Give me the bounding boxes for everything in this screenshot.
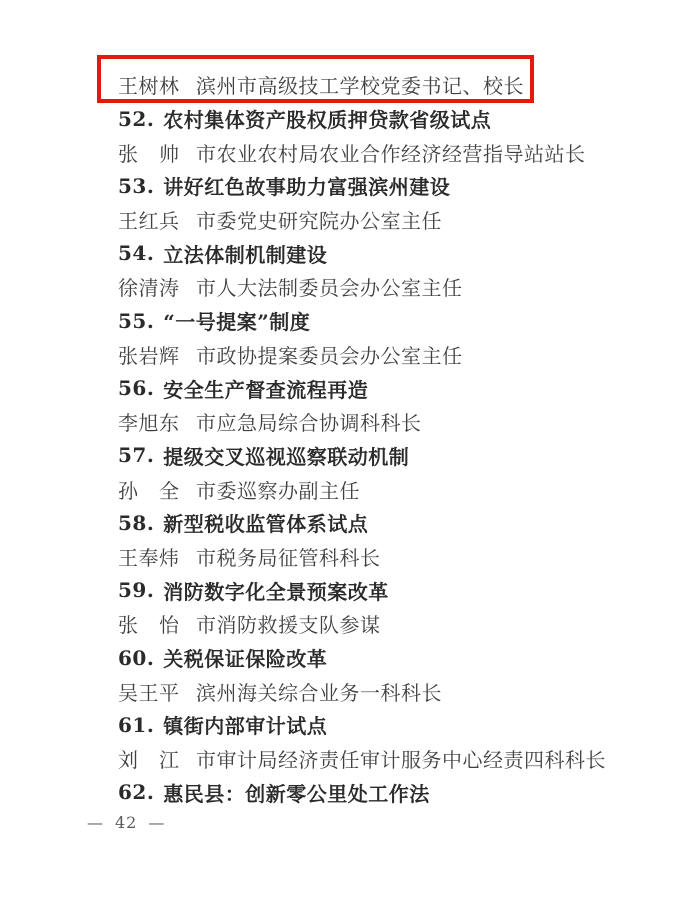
entries-list [118, 68, 618, 809]
project-row [118, 236, 618, 270]
person-name: 王树林 [118, 74, 180, 99]
project-row [118, 304, 618, 338]
project-title: 关税保证保险改革 [163, 647, 328, 672]
person-title: 市人大法制委员会办公室主任 [196, 276, 463, 301]
project-number: 62. [118, 780, 155, 805]
project-title: 镇街内部审计试点 [163, 714, 328, 739]
person-title: 市政协提案委员会办公室主任 [196, 343, 463, 368]
person-row [118, 607, 618, 641]
person-title: 市农业农村局农业合作经济经营指导站站长 [196, 141, 586, 166]
project-row [118, 708, 618, 742]
person-name: 王红兵 [118, 209, 180, 234]
person-title: 市审计局经济责任审计服务中心经责四科科长 [196, 748, 606, 773]
project-row [118, 169, 618, 203]
project-title: 消防数字化全景预案改革 [163, 579, 389, 604]
person-name: 吴王平 [118, 680, 180, 705]
person-name: 张 怡 [118, 613, 180, 638]
person-title: 市委党史研究院办公室主任 [196, 209, 442, 234]
project-row [118, 573, 618, 607]
project-row [118, 102, 618, 136]
project-row [118, 775, 618, 809]
project-title: 农村集体资产股权质押贷款省级试点 [163, 108, 492, 133]
person-name: 王奉炜 [118, 545, 180, 570]
project-number: 54. [118, 241, 155, 266]
project-title: 讲好红色故事助力富强滨州建设 [163, 175, 451, 200]
project-title: 惠民县：创新零公里处工作法 [163, 781, 430, 806]
person-name: 徐清涛 [118, 276, 180, 301]
person-name: 刘 江 [118, 748, 180, 773]
project-row [118, 439, 618, 473]
project-number: 57. [118, 443, 155, 468]
project-number: 61. [118, 712, 155, 737]
project-title: 安全生产督查流程再造 [163, 377, 369, 402]
person-title: 市消防救援支队参谋 [196, 613, 381, 638]
project-title: “一号提案”制度 [163, 310, 311, 335]
project-number: 55. [118, 308, 155, 333]
person-title: 市委巡察办副主任 [196, 478, 360, 503]
person-name: 孙 全 [118, 478, 180, 503]
page-footer [87, 813, 165, 832]
person-name: 李旭东 [118, 411, 180, 436]
project-number: 53. [118, 173, 155, 198]
project-row [118, 641, 618, 675]
project-row [118, 371, 618, 405]
person-title: 市税务局征管科科长 [196, 545, 381, 570]
project-row [118, 506, 618, 540]
person-row [118, 472, 618, 506]
project-number: 56. [118, 376, 155, 401]
person-row [118, 405, 618, 439]
person-row [118, 674, 618, 708]
project-title: 立法体制机制建设 [163, 242, 328, 267]
person-row [118, 270, 618, 304]
person-name: 张 帅 [118, 141, 180, 166]
person-row [118, 742, 618, 776]
person-row [118, 338, 618, 372]
project-number: 59. [118, 578, 155, 603]
person-row [118, 68, 618, 102]
person-title: 市应急局综合协调科科长 [196, 411, 422, 436]
project-number: 58. [118, 510, 155, 535]
project-title: 新型税收监管体系试点 [163, 512, 369, 537]
page-number: 42 [115, 813, 138, 832]
person-row [118, 135, 618, 169]
person-title: 滨州海关综合业务一科科长 [196, 680, 442, 705]
project-number: 52. [118, 106, 155, 131]
person-row [118, 540, 618, 574]
person-name: 张岩辉 [118, 343, 180, 368]
project-title: 提级交叉巡视巡察联动机制 [163, 444, 410, 469]
footer-dash-right: — [148, 813, 166, 832]
project-number: 60. [118, 645, 155, 670]
person-row [118, 203, 618, 237]
person-title: 滨州市高级技工学校党委书记、校长 [196, 74, 524, 99]
footer-dash-left: — [87, 813, 104, 832]
